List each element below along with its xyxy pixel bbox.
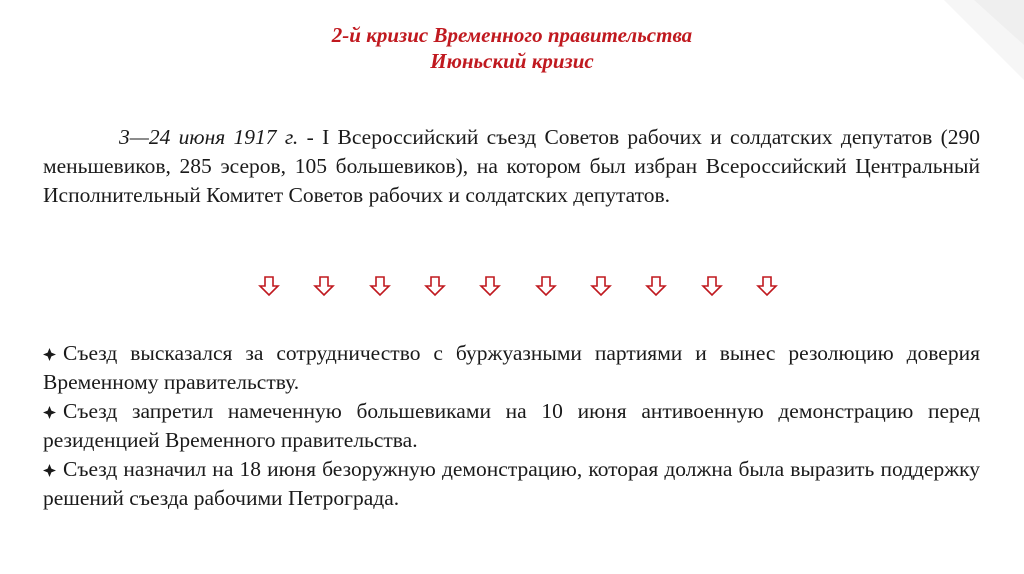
- intro-separator: -: [298, 125, 323, 149]
- list-item-text: Съезд высказался за сотрудничество с буржуазными партиями и вынес резолюцию доверия Временному правительству.: [43, 341, 980, 394]
- hollow-down-arrow-icon: [590, 275, 612, 297]
- bullet-list: [43, 339, 980, 513]
- intro-paragraph: [43, 123, 980, 210]
- hollow-down-arrow-icon: [313, 275, 335, 297]
- hollow-down-arrow-icon: [479, 275, 501, 297]
- hollow-down-arrow-icon: [701, 275, 723, 297]
- list-item-text: Съезд назначил на 18 июня безоружную демонстрацию, которая должна была выразить поддержку решений съезда рабочими Петрограда.: [43, 457, 980, 510]
- diamond-bullet-icon: [43, 397, 63, 426]
- hollow-down-arrow-icon: [258, 275, 280, 297]
- list-item-text: Съезд запретил намеченную большевиками на 10 июня антивоенную демонстрацию перед резиденцией Временного правительства.: [43, 399, 980, 452]
- intro-date: 3—24 июня 1917 г.: [119, 125, 299, 149]
- diamond-bullet-icon: [43, 455, 63, 484]
- hollow-down-arrow-icon: [424, 275, 446, 297]
- hollow-down-arrow-icon: [645, 275, 667, 297]
- hollow-down-arrow-icon: [369, 275, 391, 297]
- diamond-bullet-icon: [43, 339, 63, 368]
- slide-title: [0, 22, 1024, 74]
- list-item: [43, 339, 980, 397]
- arrow-row: [258, 275, 778, 297]
- title-line-2: Июньский кризис: [430, 49, 594, 73]
- title-line-1: 2-й кризис Временного правительства: [331, 23, 693, 47]
- hollow-down-arrow-icon: [756, 275, 778, 297]
- list-item: [43, 455, 980, 513]
- intro-text: I Всероссийский съезд Советов рабочих и солдатских депутатов (290 меньшевиков, 285 эсеров, 105 большевиков), на котором был избран Всероссийский Центральный Исполнительный Комитет Советов рабочих и солдатских депутатов.: [43, 125, 980, 207]
- hollow-down-arrow-icon: [535, 275, 557, 297]
- list-item: [43, 397, 980, 455]
